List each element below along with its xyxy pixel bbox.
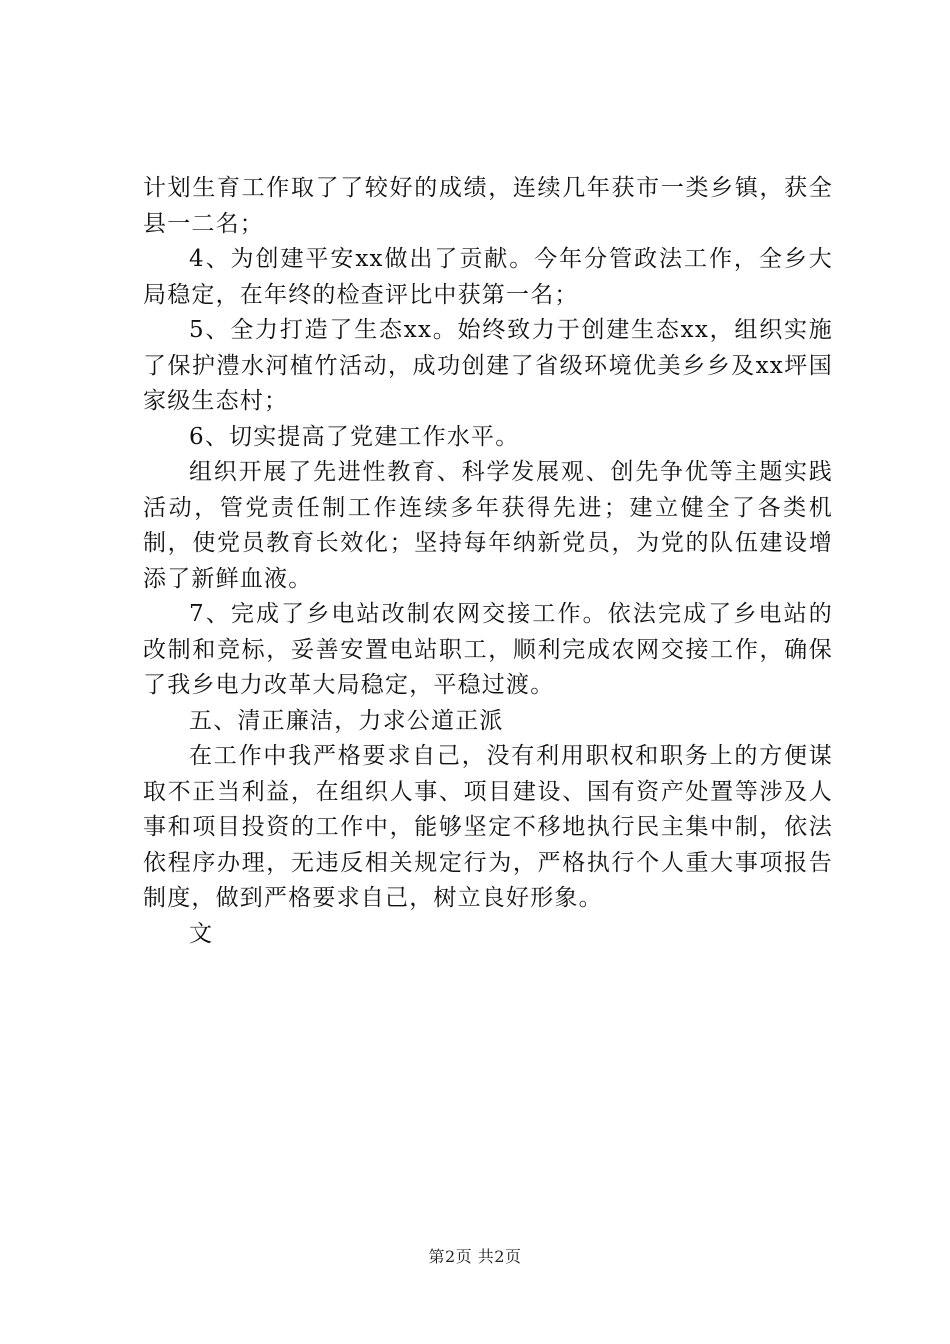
page-number-footer: 第2页 共2页	[428, 1247, 522, 1266]
paragraph: 在工作中我严格要求自己，没有利用职权和职务上的方便谋取不正当利益，在组织人事、项目建设、国有资产处置等涉及人事和项目投资的工作中，能够坚定不移地执行民主集中制，依法依程序办理，无违反相关规定行为，严格执行个人重大事项报告制度，做到严格要求自己，树立良好形象。	[143, 743, 833, 911]
paragraph: 组织开展了先进性教育、科学发展观、创先争优等主题实践活动，管党责任制工作连续多年获得先进；建立健全了各类机制，使党员教育长效化；坚持每年纳新党员，为党的队伍建设增添了新鲜血液。	[143, 459, 833, 592]
paragraph: 文	[189, 920, 214, 947]
paragraph: 4、为创建平安xx做出了贡献。今年分管政法工作，全乡大局稳定，在年终的检查评比中获第一名；	[143, 246, 833, 308]
paragraph: 计划生育工作取了了较好的成绩，连续几年获市一类乡镇，获全县一二名；	[143, 175, 833, 237]
document-body	[143, 171, 833, 952]
paragraph: 6、切实提高了党建工作水平。	[189, 423, 520, 450]
paragraph: 7、完成了乡电站改制农网交接工作。依法完成了乡电站的改制和竞标，妥善安置电站职工，顺利完成农网交接工作，确保了我乡电力改革大局稳定，平稳过渡。	[143, 601, 833, 698]
paragraph: 5、全力打造了生态xx。始终致力于创建生态xx，组织实施了保护澧水河植竹活动，成功创建了省级环境优美乡乡及xx坪国家级生态村；	[143, 317, 833, 414]
section-heading: 五、清正廉洁，力求公道正派	[189, 707, 504, 734]
